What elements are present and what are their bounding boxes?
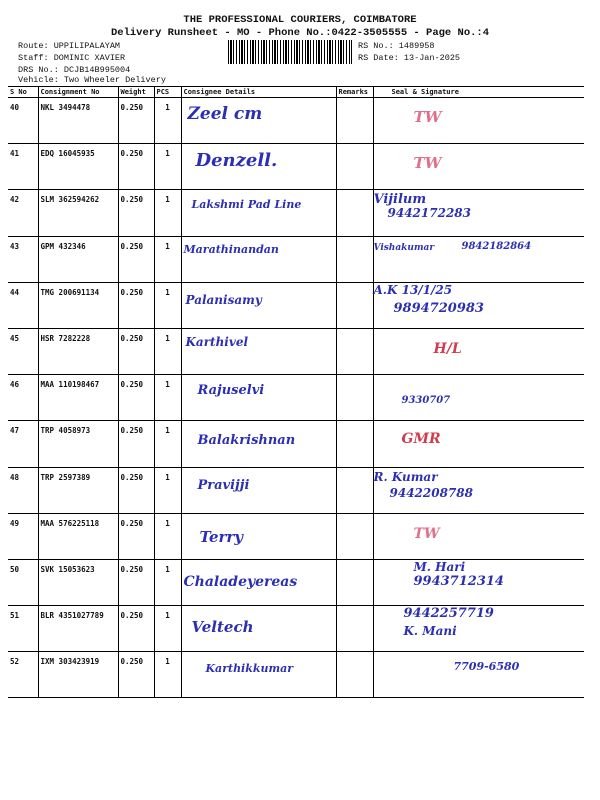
serial-number: 49 [8,513,38,559]
signature-cell [373,467,584,513]
consignee-handwriting: Veltech [191,618,254,637]
signature-handwriting: 9442257719 [403,606,494,622]
consignee-cell [181,282,336,328]
signature-cell [373,328,584,374]
consignee-cell [181,375,336,421]
consignment-number: SVK 15053623 [38,559,118,605]
company-title: THE PROFESSIONAL COURIERS, COIMBATORE [183,14,417,26]
consignee-cell [181,606,336,652]
remarks-cell [336,282,373,328]
signature-handwriting: GMR [401,431,441,448]
signature-phone-handwriting: 9894720983 [393,300,484,316]
consignee-cell [181,467,336,513]
consignee-handwriting: Palanisamy [185,292,262,307]
table-row [8,559,584,605]
serial-number: 50 [8,559,38,605]
weight-value: 0.250 [118,328,154,374]
table-row [8,190,584,236]
signature-cell [373,652,584,698]
consignment-number: IXM 303423919 [38,652,118,698]
remarks-cell [336,144,373,190]
consignment-number: MAA 110198467 [38,375,118,421]
remarks-cell [336,421,373,467]
serial-number: 43 [8,236,38,282]
serial-number: 51 [8,606,38,652]
barcode [228,40,352,64]
rs-number: RS No.: 1489958 [358,41,435,51]
consignment-number: HSR 7282228 [38,328,118,374]
consignee-cell [181,236,336,282]
consignee-handwriting: Zeel cm [187,104,263,124]
weight-value: 0.250 [118,98,154,144]
col-remarks: Remarks [336,87,373,98]
table-row [8,421,584,467]
signature-handwriting: R. Kumar [373,469,438,484]
signature-handwriting: M. Hari [413,559,466,574]
signature-cell [373,559,584,605]
consignment-number: TRP 4058973 [38,421,118,467]
signature-handwriting: H/L [433,340,462,357]
weight-value: 0.250 [118,190,154,236]
pieces-count: 1 [154,467,181,513]
signature-handwriting: TW [413,154,442,173]
consignee-handwriting: Lakshmi Pad Line [191,198,302,212]
pieces-count: 1 [154,375,181,421]
consignee-cell [181,144,336,190]
serial-number: 52 [8,652,38,698]
pieces-count: 1 [154,282,181,328]
remarks-cell [336,652,373,698]
col-pcs: PCS [154,87,181,98]
consignee-cell [181,513,336,559]
pieces-count: 1 [154,652,181,698]
remarks-cell [336,513,373,559]
serial-number: 47 [8,421,38,467]
weight-value: 0.250 [118,513,154,559]
staff-label: Staff: DOMINIC XAVIER [18,53,126,63]
remarks-cell [336,98,373,144]
weight-value: 0.250 [118,375,154,421]
col-weight: Weight [118,87,154,98]
consignment-number: EDQ 16045935 [38,144,118,190]
pieces-count: 1 [154,98,181,144]
weight-value: 0.250 [118,236,154,282]
serial-number: 45 [8,328,38,374]
consignee-handwriting: Karthivel [185,334,249,349]
consignment-number: SLM 362594262 [38,190,118,236]
consignee-handwriting: Terry [199,527,244,546]
route-label: Route: UPPILIPALAYAM [18,41,121,51]
serial-number: 44 [8,282,38,328]
pieces-count: 1 [154,513,181,559]
consignee-cell [181,652,336,698]
consignee-cell [181,328,336,374]
consignment-number: BLR 4351027789 [38,606,118,652]
col-sno: S No [8,87,38,98]
pieces-count: 1 [154,559,181,605]
consignment-number: TMG 200691134 [38,282,118,328]
signature-handwriting: A.K 13/1/25 [373,282,453,297]
signature-handwriting: Vijilum [373,192,427,208]
signature-phone-handwriting: 9943712314 [413,573,504,589]
signature-handwriting: 7709-6580 [453,660,520,674]
consignment-number: GPM 432346 [38,236,118,282]
consignment-number: NKL 3494478 [38,98,118,144]
table-row [8,328,584,374]
remarks-cell [336,559,373,605]
signature-handwriting: TW [413,108,442,126]
signature-phone-handwriting: 9442208788 [389,485,473,500]
signature-cell [373,282,584,328]
table-row [8,282,584,328]
signature-handwriting: Vishakumar [373,242,435,253]
consignee-cell [181,98,336,144]
consignee-handwriting: Karthikkumar [205,662,294,676]
vehicle-label: Vehicle: Two Wheeler Delivery [18,75,166,85]
remarks-cell [336,328,373,374]
serial-number: 41 [8,144,38,190]
signature-cell [373,98,584,144]
col-consignee: Consignee Details [181,87,336,98]
table-header-row [8,87,584,98]
runsheet-table [8,86,584,698]
signature-phone-handwriting: 9442172283 [387,206,471,221]
signature-cell [373,421,584,467]
weight-value: 0.250 [118,282,154,328]
signature-cell [373,375,584,421]
remarks-cell [336,236,373,282]
table-row [8,375,584,421]
consignee-handwriting: Chaladeyereas [183,573,298,590]
table-row [8,606,584,652]
pieces-count: 1 [154,144,181,190]
weight-value: 0.250 [118,144,154,190]
pieces-count: 1 [154,190,181,236]
weight-value: 0.250 [118,652,154,698]
weight-value: 0.250 [118,421,154,467]
rs-date: RS Date: 13-Jan-2025 [358,53,461,63]
signature-cell [373,606,584,652]
table-row [8,652,584,698]
col-signature: Seal & Signature [373,87,584,98]
consignee-handwriting: Rajuselvi [197,383,265,399]
table-row [8,144,584,190]
consignee-handwriting: Pravijji [197,477,250,493]
col-consignment: Consignment No [38,87,118,98]
remarks-cell [336,606,373,652]
consignee-handwriting: Balakrishnan [197,433,296,449]
consignee-cell [181,421,336,467]
remarks-cell [336,467,373,513]
serial-number: 40 [8,98,38,144]
pieces-count: 1 [154,606,181,652]
serial-number: 42 [8,190,38,236]
signature-handwriting: 9330707 [401,395,451,407]
consignee-cell [181,559,336,605]
table-row [8,513,584,559]
signature-handwriting: TW [413,525,440,542]
table-row [8,236,584,282]
signature-cell [373,190,584,236]
weight-value: 0.250 [118,467,154,513]
weight-value: 0.250 [118,606,154,652]
table-row [8,467,584,513]
serial-number: 48 [8,467,38,513]
runsheet-title: Delivery Runsheet - MO - Phone No.:0422-3505555 - Page No.:4 [110,27,490,39]
remarks-cell [336,190,373,236]
consignment-number: MAA 576225118 [38,513,118,559]
consignee-handwriting: Marathinandan [183,242,279,256]
weight-value: 0.250 [118,559,154,605]
signature-cell [373,236,584,282]
signature-cell [373,144,584,190]
pieces-count: 1 [154,236,181,282]
drs-label: DRS No.: DCJB14B995004 [18,65,131,75]
consignment-number: TRP 2597389 [38,467,118,513]
pieces-count: 1 [154,328,181,374]
consignee-handwriting: Denzell. [195,150,278,172]
consignee-cell [181,190,336,236]
table-row [8,98,584,144]
remarks-cell [336,375,373,421]
signature-phone-handwriting: 9842182864 [461,240,532,252]
signature-cell [373,513,584,559]
pieces-count: 1 [154,421,181,467]
serial-number: 46 [8,375,38,421]
signature-phone-handwriting: K. Mani [403,624,457,639]
